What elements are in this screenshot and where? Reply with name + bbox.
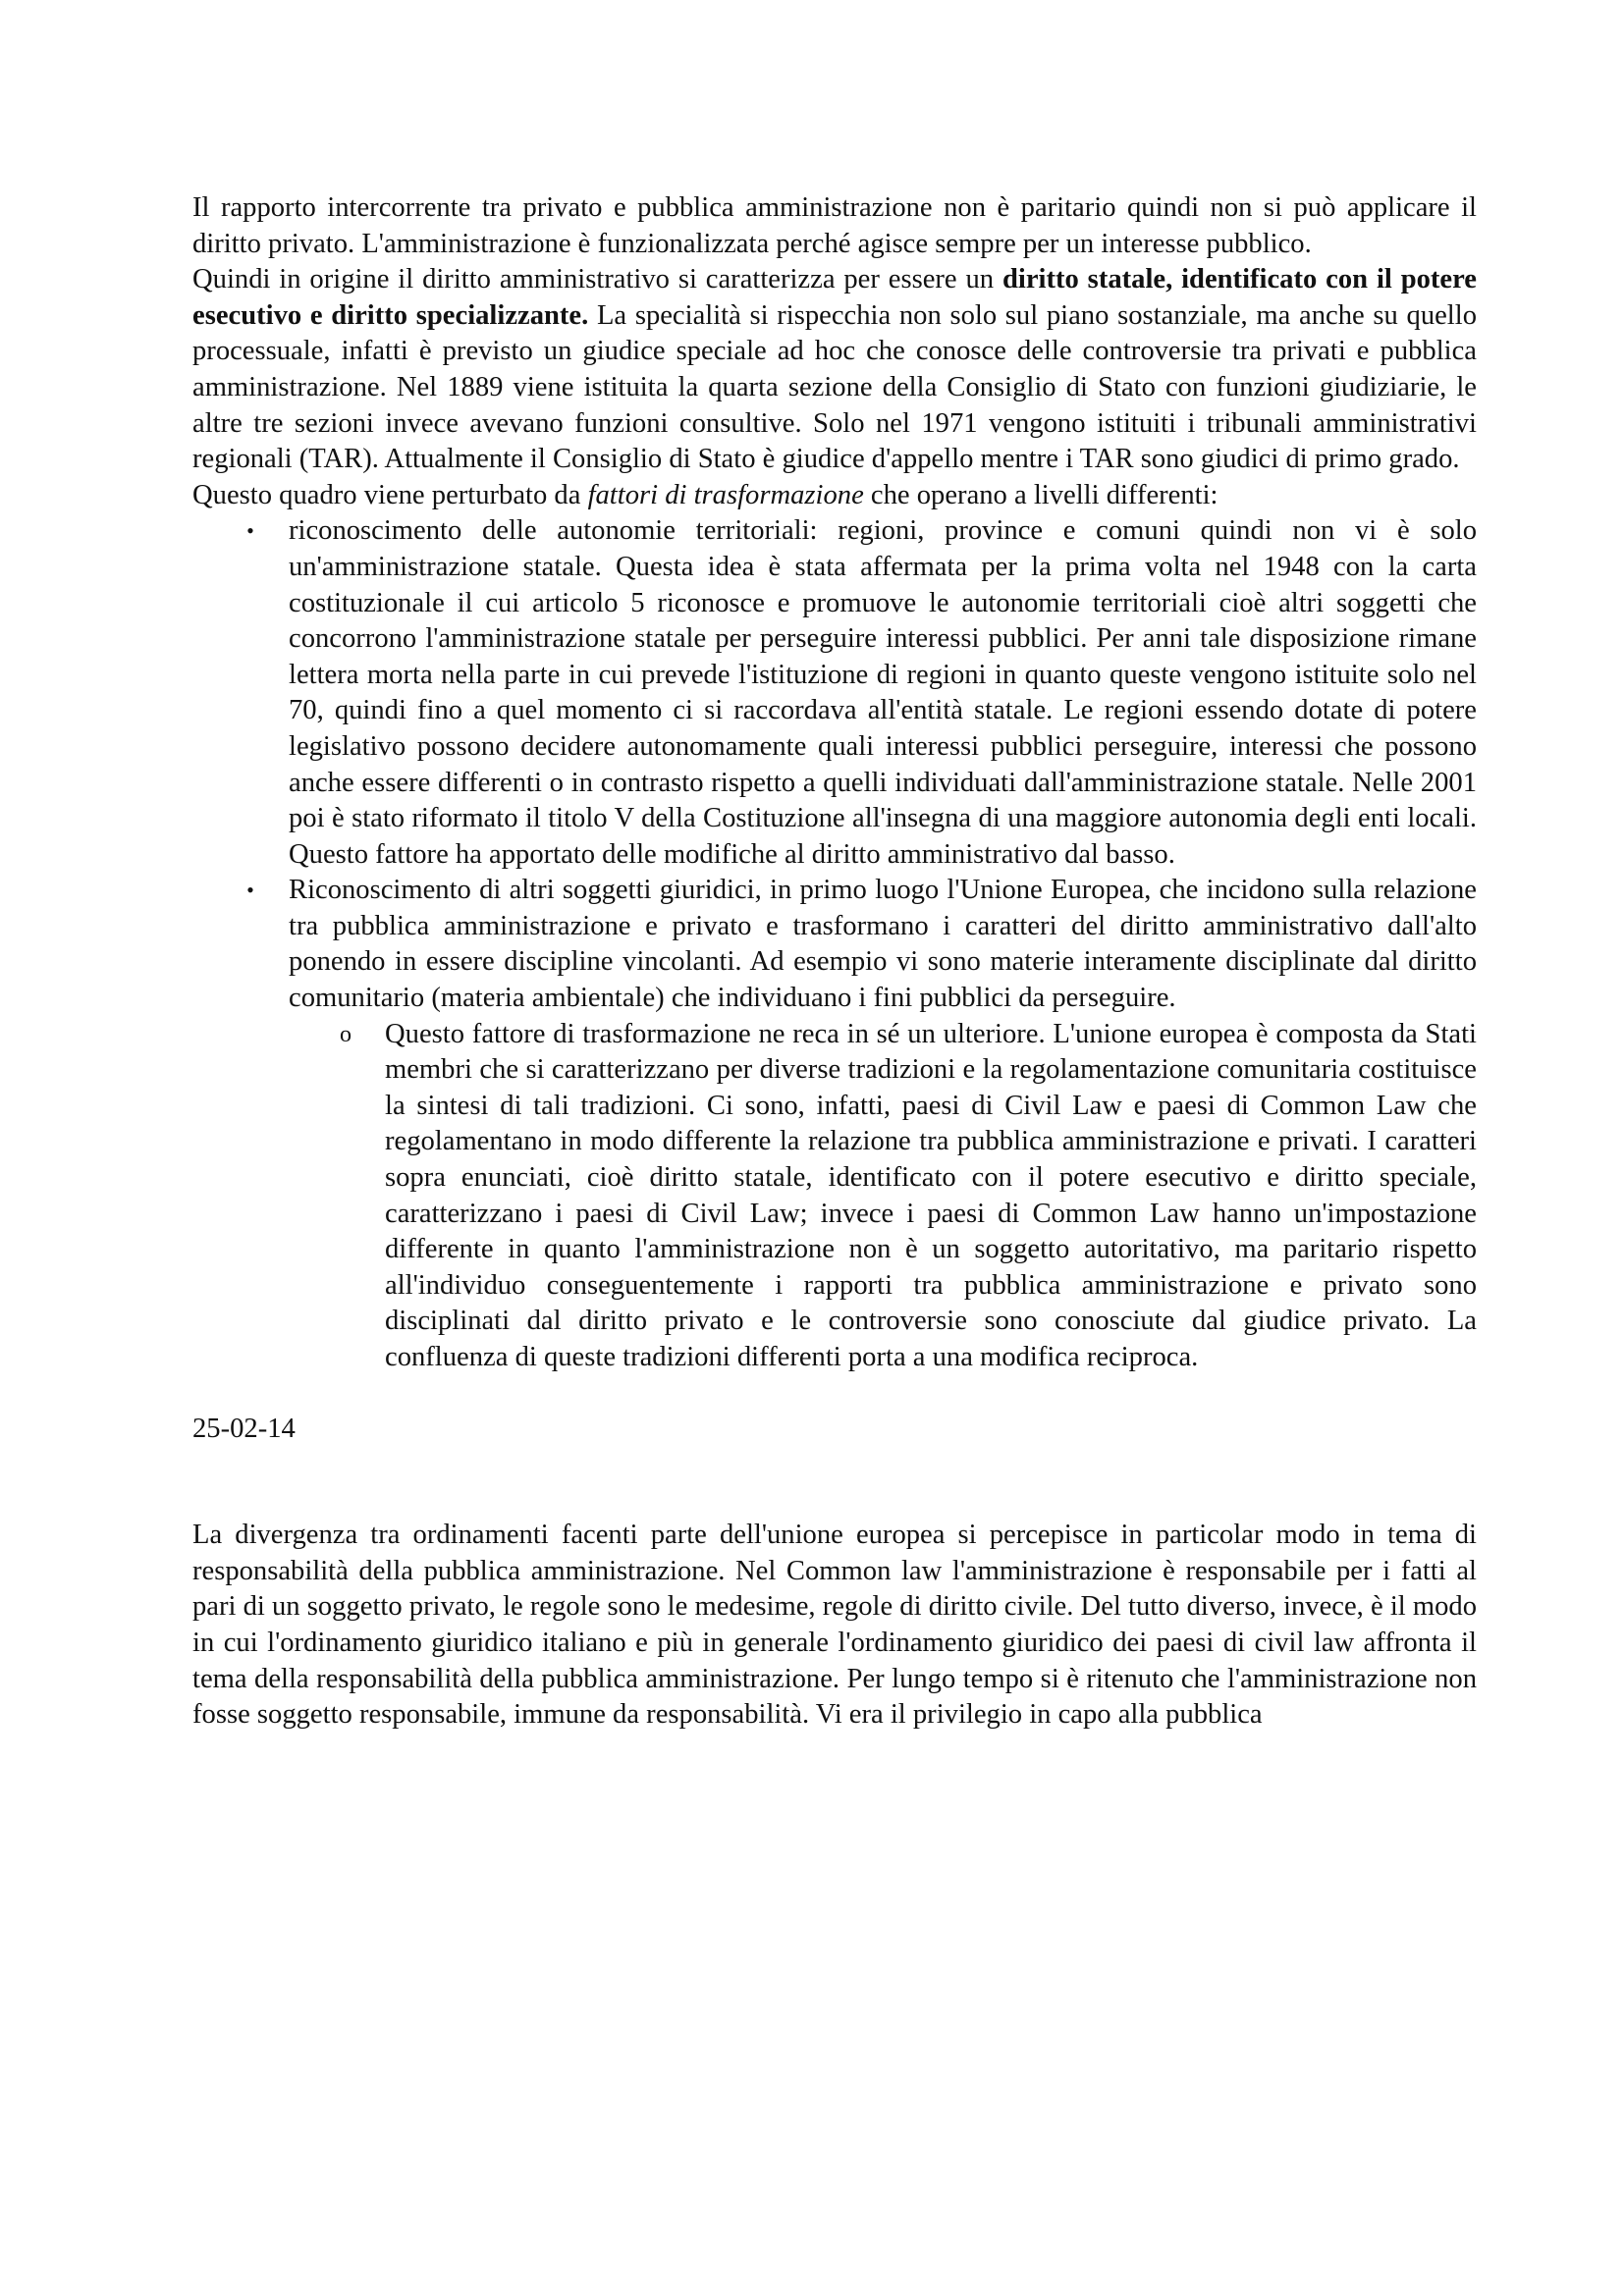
intro-paragraph-3-italic: fattori di trasformazione — [587, 479, 864, 510]
intro-paragraph-3-lead: Questo quadro viene perturbato da — [192, 479, 588, 510]
circle-bullet-icon: o — [340, 1021, 352, 1047]
list-item — [246, 873, 1477, 1375]
document-page — [192, 190, 1477, 1734]
list-item — [246, 513, 1477, 873]
intro-paragraph-2 — [192, 262, 1477, 478]
section-date: 25-02-14 — [192, 1413, 296, 1444]
bullet-icon: • — [246, 518, 254, 544]
bullet-icon: • — [246, 878, 254, 903]
bullet-list — [192, 513, 1477, 1375]
intro-paragraph-2-rest: La specialità si rispecchia non solo sul piano sostanziale, ma anche su quello processuale, infatti è previsto un giudice speciale ad hoc che conosce delle controversie tra privati e pubblica amministrazione. Nel 1889 viene istituita la quarta sezione della Consiglio di Stato con funzioni giudiziarie, le altre tre sezioni invece avevano funzioni consultive. Solo nel 1971 vengono istituiti i tribunali amministrativi regionali (TAR). Attualmente il Consiglio di Stato è giudice d'appello mentre i TAR sono giudici di primo grado. — [192, 299, 1477, 475]
intro-paragraph-3-rest: che operano a livelli differenti: — [863, 479, 1218, 510]
closing-paragraph: La divergenza tra ordinamenti facenti parte dell'unione europea si percepisce in particolar modo in tema di responsabilità della pubblica amministrazione. Nel Common law l'amministrazione è responsabile per i fatti al pari di un soggetto privato, le regole sono le medesime, regole di diritto civile. Del tutto diverso, invece, è il modo in cui l'ordinamento giuridico italiano e più in generale l'ordinamento giuridico dei paesi di civil law affronta il tema della responsabilità della pubblica amministrazione. Per lungo tempo si è ritenuto che l'amministrazione non fosse soggetto responsabile, immune da responsabilità. Vi era il privilegio in capo alla pubblica — [192, 1520, 1477, 1731]
intro-paragraph-2-bold: diritto statale, identificato con il potere esecutivo e diritto specializzante. — [192, 264, 1477, 331]
list-item-text: riconoscimento delle autonomie territoriali: regioni, province e comuni quindi non vi è solo un'amministrazione statale. Questa idea è stata affermata per la prima volta nel 1948 con la carta costituzionale il cui articolo 5 riconosce e promuove le autonomie territoriali cioè altri soggetti che concorrono l'amministrazione statale per perseguire interessi pubblici. Per anni tale disposizione rimane lettera morta nella parte in cui prevede l'istituzione di regioni in quanto queste vengono istituite solo nel 70, quindi fino a quel momento ci si raccordava all'entità statale. Le regioni essendo dotate di potere legislativo possono decidere autonomamente quali interessi pubblici perseguire, interessi che possono anche essere differenti o in contrasto rispetto a quelli individuati dall'amministrazione statale. Nelle 2001 poi è stato riformato il titolo V della Costituzione all'insegna di una maggiore autonomia degli enti locali. Questo fattore ha apportato delle modifiche al diritto amministrativo dal basso. — [289, 515, 1477, 870]
intro-paragraph-3 — [192, 478, 1477, 514]
sub-list — [289, 1017, 1477, 1376]
intro-paragraph-1: Il rapporto intercorrente tra privato e pubblica amministrazione non è paritario quindi non si può applicare il diritto privato. L'amministrazione è funzionalizzata perché agisce sempre per un interesse pubblico. — [192, 192, 1477, 259]
sub-list-item-text: Questo fattore di trasformazione ne reca in sé un ulteriore. L'unione europea è composta da Stati membri che si caratterizzano per diverse tradizioni e la regolamentazione comunitaria costituisce la sintesi di tali tradizioni. Ci sono, infatti, paesi di Civil Law e paesi di Common Law che regolamentano in modo differente la relazione tra pubblica amministrazione e privati. I caratteri sopra enunciati, cioè diritto statale, identificato con il potere esecutivo e diritto speciale, caratterizzano i paesi di Civil Law; invece i paesi di Common Law hanno un'impostazione differente in quanto l'amministrazione non è un soggetto autoritativo, ma paritario rispetto all'individuo conseguentemente i rapporti tra pubblica amministrazione e privato sono disciplinati dal diritto privato e le controversie sono conosciute dal giudice privato. La confluenza di queste tradizioni differenti porta a una modifica reciproca. — [385, 1018, 1477, 1372]
sub-list-item — [340, 1017, 1477, 1376]
intro-paragraph-2-lead: Quindi in origine il diritto amministrativo si caratterizza per essere un — [192, 264, 1002, 295]
list-item-text: Riconoscimento di altri soggetti giuridici, in primo luogo l'Unione Europea, che incidono sulla relazione tra pubblica amministrazione e privato e trasformano i caratteri del diritto amministrativo dall'alto ponendo in essere discipline vincolanti. Ad esempio vi sono materie interamente disciplinate dal diritto comunitario (materia ambientale) che individuano i fini pubblici da perseguire. — [289, 875, 1477, 1014]
